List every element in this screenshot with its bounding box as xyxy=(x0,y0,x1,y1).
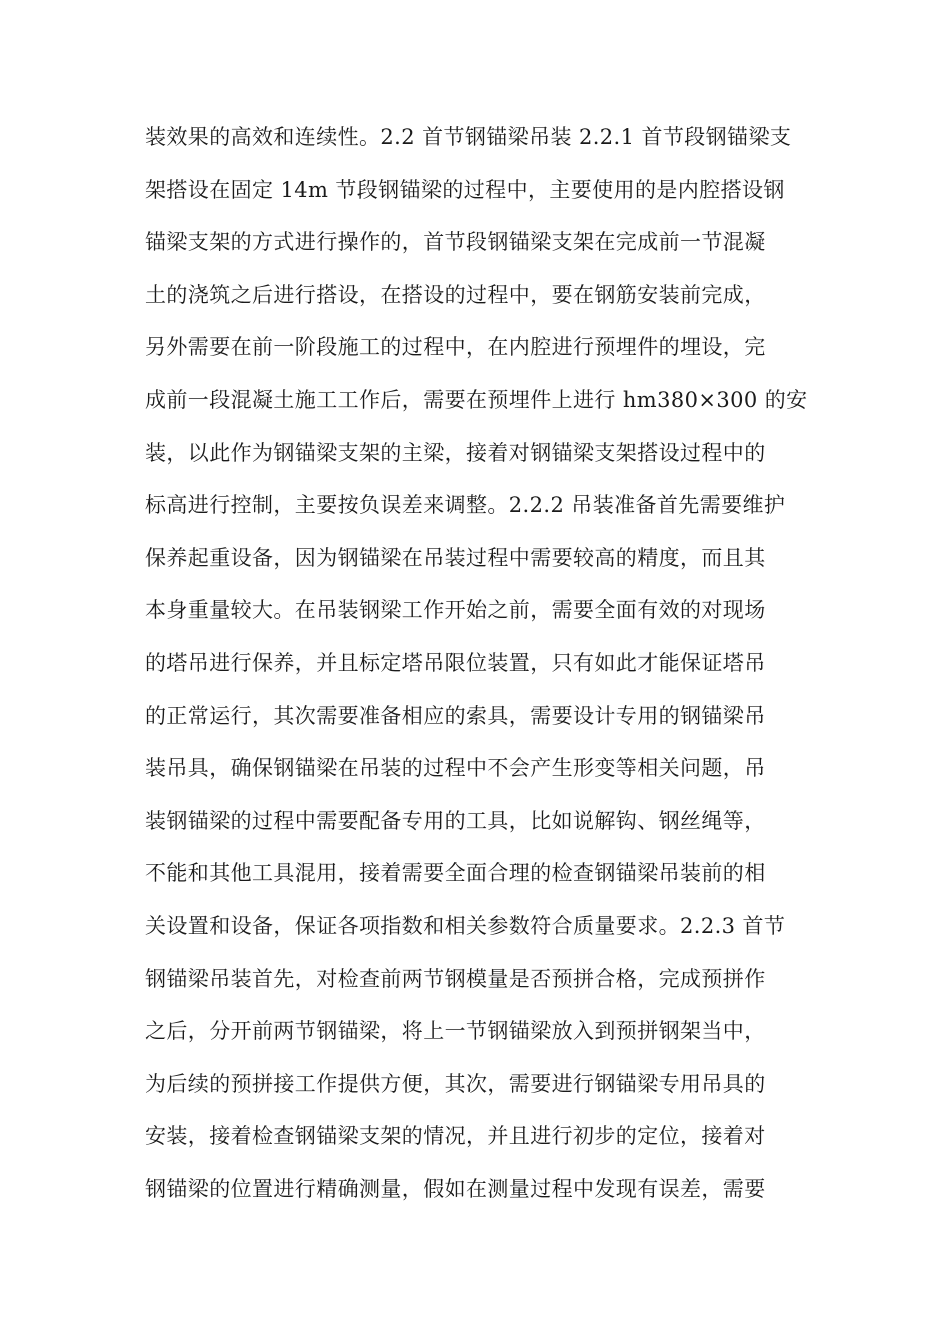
text-line-12: 的正常运行，其次需要准备相应的索具，需要设计专用的钢锚梁吊 xyxy=(145,703,766,728)
text-line-17: 钢锚梁吊装首先，对检查前两节钢模量是否预拼合格，完成预拼作 xyxy=(145,966,766,991)
text-line-16: 关设置和设备，保证各项指数和相关参数符合质量要求。2.2.3 首节 xyxy=(145,913,786,938)
text-line-15: 不能和其他工具混用，接着需要全面合理的检查钢锚梁吊装前的相 xyxy=(145,861,766,886)
text-line-21: 钢锚梁的位置进行精确测量，假如在测量过程中发现有误差，需要 xyxy=(145,1176,766,1201)
text-line-7: 装，以此作为钢锚梁支架的主梁，接着对钢锚梁支架搭设过程中的 xyxy=(145,440,766,465)
text-line-18: 之后，分开前两节钢锚梁，将上一节钢锚梁放入到预拼钢架当中， xyxy=(145,1019,766,1044)
text-line-4: 土的浇筑之后进行搭设，在搭设的过程中，要在钢筋安装前完成， xyxy=(145,282,766,307)
text-line-3: 锚梁支架的方式进行操作的，首节段钢锚梁支架在完成前一节混凝 xyxy=(145,230,766,255)
text-line-8: 标高进行控制，主要按负误差来调整。2.2.2 吊装准备首先需要维护 xyxy=(145,493,786,518)
text-line-2: 架搭设在固定 14m 节段钢锚梁的过程中，主要使用的是内腔搭设钢 xyxy=(145,177,785,202)
text-line-1: 装效果的高效和连续性。2.2 首节钢锚梁吊装 2.2.1 首节段钢锚梁支 xyxy=(145,125,792,149)
text-line-13: 装吊具，确保钢锚梁在吊装的过程中不会产生形变等相关问题，吊 xyxy=(145,756,766,781)
text-line-20: 安装，接着检查钢锚梁支架的情况，并且进行初步的定位，接着对 xyxy=(145,1124,766,1149)
text-line-11: 的塔吊进行保养，并且标定塔吊限位装置，只有如此才能保证塔吊 xyxy=(145,650,766,675)
text-line-19: 为后续的预拼接工作提供方便，其次，需要进行钢锚梁专用吊具的 xyxy=(145,1071,766,1096)
text-line-6: 成前一段混凝土施工工作后，需要在预埋件上进行 hm380×300 的安 xyxy=(145,387,808,412)
body-text xyxy=(145,114,808,1218)
text-line-10: 本身重量较大。在吊装钢梁工作开始之前，需要全面有效的对现场 xyxy=(145,598,766,623)
text-line-5: 另外需要在前一阶段施工的过程中，在内腔进行预埋件的埋设，完 xyxy=(145,335,766,360)
text-line-14: 装钢锚梁的过程中需要配备专用的工具，比如说解钩、钢丝绳等， xyxy=(145,808,766,833)
text-line-9: 保养起重设备，因为钢锚梁在吊装过程中需要较高的精度，而且其 xyxy=(145,545,766,570)
